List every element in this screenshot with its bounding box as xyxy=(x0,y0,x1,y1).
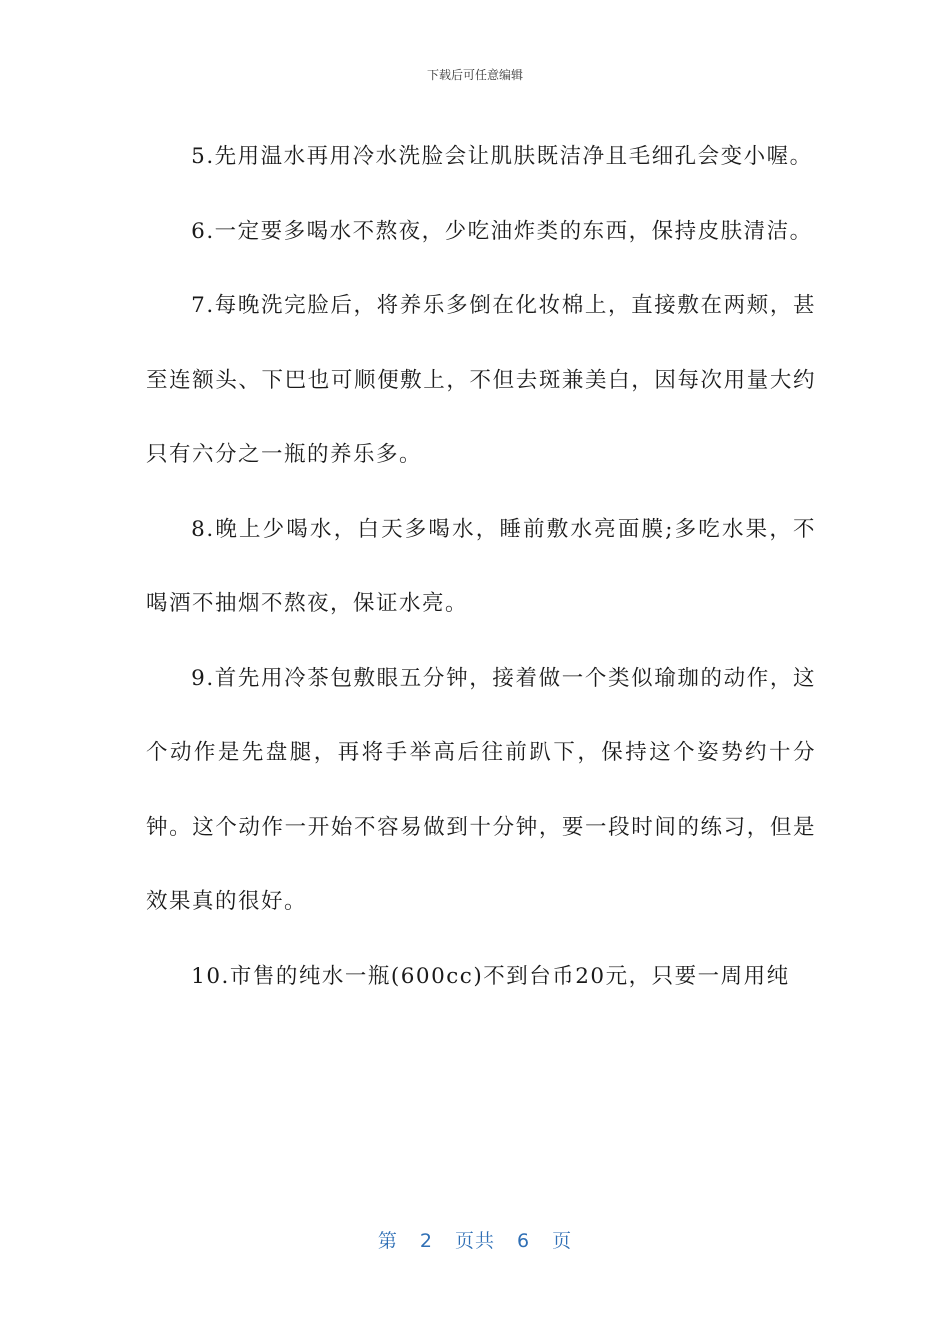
footer-current-page: 2 xyxy=(419,1230,433,1252)
paragraph-8: 8.晚上少喝水，白天多喝水，睡前敷水亮面膜;多吃水果，不喝酒不抽烟不熬夜，保证水亮。 xyxy=(146,516,816,616)
footer-total-pages: 6 xyxy=(517,1230,531,1252)
footer-middle: 页共 xyxy=(454,1230,495,1252)
footer-prefix: 第 xyxy=(377,1230,398,1252)
header-note: 下载后可任意编辑 xyxy=(426,68,523,82)
page-footer xyxy=(0,1226,950,1253)
paragraph-7: 7.每晚洗完脸后，将养乐多倒在化妆棉上，直接敷在两颊，甚至连额头、下巴也可顺便敷上，不但去斑兼美白，因每次用量大约只有六分之一瓶的养乐多。 xyxy=(146,293,816,467)
document-body xyxy=(146,120,816,1014)
paragraph-10: 10.市售的纯水一瓶(600cc)不到台币20元，只要一周用纯 xyxy=(191,963,790,989)
paragraph-6: 6.一定要多喝水不熬夜，少吃油炸类的东西，保持皮肤清洁。 xyxy=(191,218,813,244)
footer-suffix: 页 xyxy=(552,1230,573,1252)
paragraph-5: 5.先用温水再用冷水洗脸会让肌肤既洁净且毛细孔会变小喔。 xyxy=(191,144,813,169)
paragraph-9: 9.首先用冷茶包敷眼五分钟，接着做一个类似瑜珈的动作，这个动作是先盘腿，再将手举高后往前趴下，保持这个姿势约十分钟。这个动作一开始不容易做到十分钟，要一段时间的练习，但是效果真的很好。 xyxy=(146,665,816,914)
